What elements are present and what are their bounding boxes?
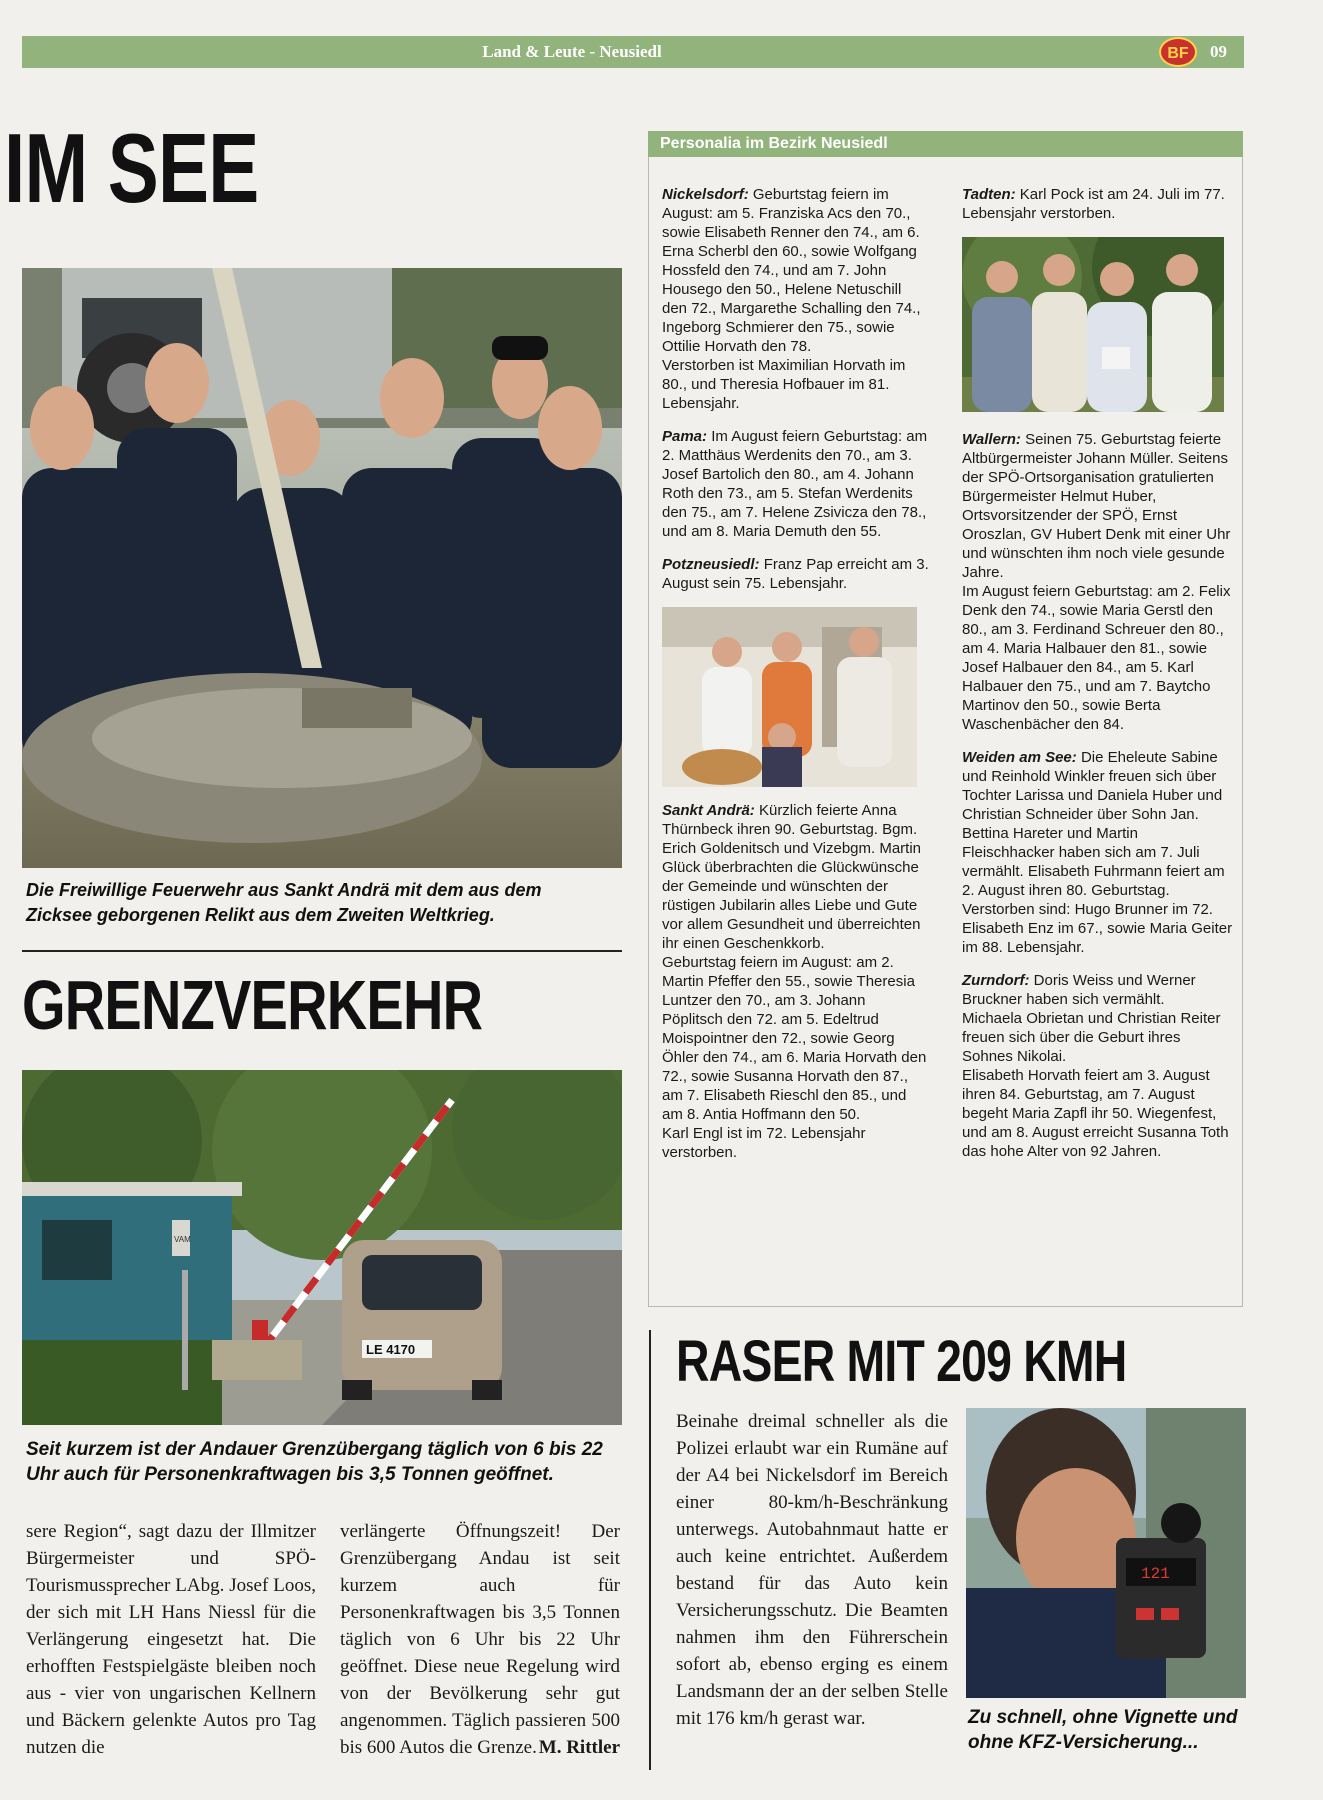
bf-logo: BF bbox=[1159, 37, 1197, 67]
author-byline: M. Rittler bbox=[538, 1737, 620, 1758]
entry-extra-2: Elisabeth Horvath feiert am 3. August ihren 84. Geburtstag, am 7. August begeht Maria Zapfl ihr 50. Wiegenfest, und am 8. August erreicht Susanna Toth das hohe Alter von 92 Jahren. bbox=[962, 1067, 1229, 1160]
entry-wallern bbox=[962, 430, 1234, 734]
personalia-column-left bbox=[662, 185, 930, 1176]
entry-text: Geburtstag feiern im August: am 5. Franziska Acs den 70., sowie Elisabeth Renner den 74., am 6. Erna Scherbl den 60., sowie Wolfgang Hossfeld den 74., und am 7. John Housego den 50., Helene Netuschill den 72., Margarethe Schalling den 74., Ingeborg Schmierer den 75., sowie Ottilie Horvath den 78. bbox=[662, 186, 921, 355]
entry-text: Doris Weiss und Werner Bruckner haben sich vermählt. bbox=[962, 972, 1196, 1008]
section-header-bar bbox=[22, 36, 1244, 68]
wallern-photo-illustration bbox=[962, 237, 1224, 412]
entry-extra: Michaela Obrietan und Christian Reiter freuen sich über die Geburt ihres Sohnes Nikolai. bbox=[962, 1010, 1221, 1065]
entry-extra: Verstorben ist Maximilian Horvath im 80., und Theresia Hofbauer im 81. Lebensjahr. bbox=[662, 357, 906, 412]
entry-sankt-andrae bbox=[662, 801, 930, 1162]
headline-grenzverkehr: GRENZVERKEHR bbox=[22, 966, 483, 1044]
entry-extra-2: Karl Engl ist im 72. Lebensjahr verstorben. bbox=[662, 1125, 866, 1161]
place-name: Tadten: bbox=[962, 186, 1016, 203]
firefighters-photo-illustration bbox=[22, 268, 622, 868]
border-crossing-photo bbox=[22, 1070, 622, 1425]
personalia-column-right bbox=[962, 185, 1234, 1175]
headline-im-see: IM SEE bbox=[4, 113, 259, 223]
border-crossing-illustration bbox=[22, 1070, 622, 1425]
entry-text: Die Eheleute Sabine und Reinhold Winkler freuen sich über Tochter Larissa und Daniela Huber und Christian Schneider über Sohn Jan. Bettina Hareter und Martin Fleischhacker haben sich am 7. Juli vermählt. Elisabeth Fuhrmann feiert am 2. August ihren 80. Geburtstag. bbox=[962, 749, 1225, 899]
entry-tadten bbox=[962, 185, 1234, 223]
entry-text: Karl Pock ist am 24. Juli im 77. Lebensjahr verstorben. bbox=[962, 186, 1225, 222]
place-name: Zurndorf: bbox=[962, 972, 1030, 989]
caption-raser: Zu schnell, ohne Vignette und ohne KFZ-Versicherung... bbox=[968, 1707, 1238, 1753]
entry-text: Seinen 75. Geburtstag feierte Altbürgermeister Johann Müller. Seitens der SPÖ-Ortsorganisation gratulierten Bürgermeister Helmut Huber, Ortsvorsitzender der SPÖ, Ernst Oroszlan, GV Hubert Denk mit einer Uhr und wünschten ihm noch viele gesunde Jahre. bbox=[962, 431, 1231, 581]
entry-zurndorf bbox=[962, 971, 1234, 1161]
entry-pama bbox=[662, 427, 930, 541]
place-name: Wallern: bbox=[962, 431, 1021, 448]
entry-extra: Verstorben sind: Hugo Brunner im 72. Elisabeth Enz im 67., sowie Maria Geiter im 88. Lebensjahr. bbox=[962, 901, 1233, 956]
entry-potzneusiedl bbox=[662, 555, 930, 593]
caption-feuerwehr: Die Freiwillige Feuerwehr aus Sankt Andrä mit dem aus dem Zicksee geborgenen Relikt aus dem Zweiten Weltkrieg. bbox=[26, 880, 542, 925]
personalia-title-bar: Personalia im Bezirk Neusiedl bbox=[648, 131, 1243, 157]
entry-text: Kürzlich feierte Anna Thürnbeck ihren 90. Geburtstag. Bgm. Erich Goldenitsch und Vizebgm. Martin Glück überbrachten die Glückwünsche der Gemeinde und wünschten der rüstigen Jubilarin alles Liebe und Gute vor allem Gesundheit und überreichten ihr einen Geschenkkorb. bbox=[662, 802, 922, 952]
raser-body: Beinahe dreimal schneller als die Polizei erlaubt war ein Rumäne auf der A4 bei Nickelsdorf im Bereich einer 80-km/h-Beschränkung unterwegs. Autobahnmaut hatte er auch keine entrichtet. Außerdem bestand für das Auto kein Versicherungsschutz. Die Beamten nahmen ihm den Führerschein sofort ab, ebenso erging es einem Landsmann der an der selben Stelle mit 176 km/h gerast war. bbox=[676, 1411, 948, 1729]
speed-camera-photo bbox=[966, 1408, 1246, 1698]
grenzverkehr-column-2 bbox=[340, 1518, 620, 1761]
speed-display: 121 bbox=[1141, 1565, 1170, 1583]
place-name: Weiden am See: bbox=[962, 749, 1077, 766]
entry-weiden-am-see bbox=[962, 748, 1234, 957]
place-name: Sankt Andrä: bbox=[662, 802, 755, 819]
caption-grenzuebergang: Seit kurzem ist der Andauer Grenzübergang täglich von 6 bis 22 Uhr auch für Personenkraftwagen bis 3,5 Tonnen geöffnet. bbox=[26, 1439, 603, 1485]
firefighters-photo bbox=[22, 268, 622, 868]
place-name: Nickelsdorf: bbox=[662, 186, 749, 203]
place-name: Pama: bbox=[662, 428, 708, 445]
divider-rule bbox=[22, 950, 622, 952]
headline-raser: RASER MIT 209 KMH bbox=[676, 1329, 1127, 1394]
booth-sign: VAM bbox=[174, 1235, 191, 1244]
entry-text: Im August feiern Geburtstag: am 2. Matthäus Werdenits den 70., am 3. Josef Bartolich den 80., am 4. Johann Roth den 73., am 5. Stefan Werdenits den 75., am 7. Helene Zsivicza den 78., und am 8. Maria Demuth den 55. bbox=[662, 428, 928, 540]
wallern-photo bbox=[962, 237, 1224, 412]
entry-nickelsdorf bbox=[662, 185, 930, 413]
speed-camera-illustration bbox=[966, 1408, 1246, 1698]
license-plate: LE 4170 bbox=[366, 1342, 416, 1357]
jubilarin-photo-illustration bbox=[662, 607, 917, 787]
sankt-andrae-photo bbox=[662, 607, 917, 787]
place-name: Potzneusiedl: bbox=[662, 556, 760, 573]
page-number: 09 bbox=[1210, 42, 1227, 61]
entry-text: Franz Pap erreicht am 3. August sein 75. Lebensjahr. bbox=[662, 556, 929, 592]
entry-extra: Im August feiern Geburtstag: am 2. Felix Denk den 74., sowie Maria Gerstl den 80., am 3. Ferdinand Schreuer den 80., am 4. Maria Halbauer den 81., sowie Josef Halbauer den 84., am 5. Karl Halbauer den 75., und am 7. Baytcho Martinov den 50., sowie Berta Waschenbächer den 84. bbox=[962, 583, 1231, 733]
grenzverkehr-column-1: sere Region“, sagt dazu der Illmitzer Bürgermeister und SPÖ-Tourismussprecher LAbg. Josef Loos, der sich mit LH Hans Niessl für die Verlängerung eingesetzt hat. Die erhofften Festspielgäste bleiben noch aus - vier von ungarischen Kellnern und Bäckern gelenkte Autos pro Tag nutzen die bbox=[26, 1521, 316, 1758]
entry-extra: Geburtstag feiern im August: am 2. Martin Pfeffer den 55., sowie Theresia Luntzer den 70., am 3. Johann Pöplitsch den 72. am 5. Edeltrud Moispointner den 72., sowie Georg Öhler den 74., am 6. Maria Horvath den 72., sowie Susanna Horvath den 87., am 7. Elisabeth Rieschl den 85., und am 8. Antia Hoffmann den 50. bbox=[662, 954, 927, 1123]
section-title: Land & Leute - Neusiedl bbox=[482, 42, 662, 61]
grenzverkehr-column-2-text: verlängerte Öffnungszeit! Der Grenzübergang Andau ist seit kurzem auch für Personenkraftwagen bis 3,5 Tonnen täglich von 6 Uhr bis 22 Uhr geöffnet. Diese neue Regelung wird von der Bevölkerung sehr gut angenommen. Täglich passieren 500 bis 600 Autos die Grenze. bbox=[340, 1521, 620, 1758]
column-rule bbox=[649, 1330, 651, 1770]
